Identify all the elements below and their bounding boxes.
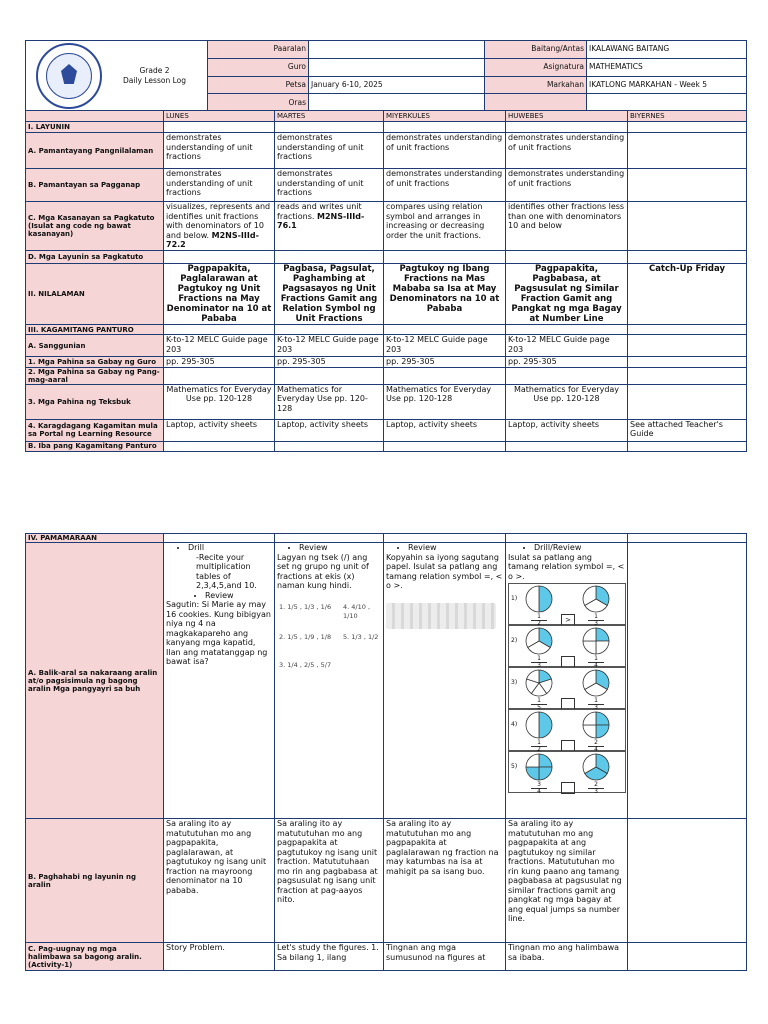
thu-fraction-circles <box>509 668 627 698</box>
cell-ks-mon <box>164 202 275 251</box>
ba-thu-bullet: • Drill/Review <box>534 543 625 553</box>
row-label-pamantayang-pangnilalaman: A. Pamantayang Pangnilalaman <box>26 133 164 169</box>
cell-ph-mon: Sa araling ito ay matututuhan mo ang pagpapakita, paglalarawan, at pagtutukoy ng isang unit fraction na mayroong denominator na 10 pababa. <box>164 819 275 943</box>
cell-ph-tue: Sa araling ito ay matututuhan mo ang pagpapakita at pagtutukoy ng isang unit fraction. Matututuhaan mo rin ang pagbabasa at pagsusulat ng isang unit fraction at pag-aayos nito. <box>275 819 384 943</box>
cell-pp-thu: demonstrates understanding of unit fractions <box>506 133 628 169</box>
thu-left-fraction: 3 4 <box>531 782 547 795</box>
cell-ba-mon <box>164 543 275 819</box>
cell-kk-thu: Laptop, activity sheets <box>506 419 628 441</box>
topic-wed: Pagtukoy ng Ibang Fractions na Mas Mababa sa Isa at May Denominators na 10 at Pababa <box>384 264 506 325</box>
cell-pg-thu: demonstrates understanding of unit fractions <box>506 169 628 202</box>
cell-kk-mon: Laptop, activity sheets <box>164 419 275 441</box>
thu-right-fraction: 2 3 <box>588 782 604 795</box>
ba-wed-bullet: • Review <box>408 543 503 553</box>
ks-mon-text: visualizes, represents and identifies unit fractions with denominators of 10 and below. <box>166 202 271 240</box>
row-label-pag-uugnay: C. Pag-uugnay ng mga halimbawa sa bagong aralin. (Activity-1) <box>26 943 164 971</box>
cell-pg-fri <box>628 169 747 202</box>
thu-right-fraction: 1 4 <box>588 656 604 669</box>
section-pamamaraan: IV. PAMAMARAAN <box>26 534 164 543</box>
thu-right-fraction: 1 3 <box>588 698 604 711</box>
fraction-slice <box>596 641 609 654</box>
row-label-gabay-mag-aaral: 2. Mga Pahina sa Gabay ng Pang-mag-aaral <box>26 367 164 384</box>
ba-mon-bullet1-sub: -Recite your multiplication tables of 2,3,4,5,and 10. <box>196 552 257 590</box>
cell-pg-mon: demonstrates understanding of unit fractions <box>164 169 275 202</box>
ba-mon-bullet1: • Drill <box>188 543 272 553</box>
corner-cell <box>26 111 164 122</box>
cell-ks-tue <box>275 202 384 251</box>
thu-fraction-circles <box>509 710 627 740</box>
fraction-slice <box>539 767 552 780</box>
cell-gg-thu: pp. 295-305 <box>506 357 628 368</box>
ba-wed-body: Kopyahin sa iyong sagutang papel. Isulat sa patlang ang tamang relation symbol =, < o >. <box>386 552 503 590</box>
tue-item-1: 1. 1/5 , 1/3 , 1/6 <box>279 602 332 611</box>
field-label-petsa: Petsa <box>208 76 309 94</box>
row-label-balik-aral: A. Balik-aral sa nakaraang aralin at/o pagsisimula ng bagong aralin Mga pangyayri sa buh <box>26 543 164 819</box>
section-layunin: I. LAYUNIN <box>26 122 164 133</box>
field-value-baitang: IKALAWANG BAITANG <box>587 41 747 59</box>
field-label-oras: Oras <box>208 94 309 112</box>
cell-kk-tue: Laptop, activity sheets <box>275 419 384 441</box>
row-label-karagdagang: 4. Karagdagang Kagamitan mula sa Portal ng Learning Resource <box>26 419 164 441</box>
field-value-empty <box>587 94 747 112</box>
fraction-slice <box>526 712 539 738</box>
field-label-asignatura: Asignatura <box>485 58 587 76</box>
fraction-slice <box>583 628 596 641</box>
wed-blurred-image <box>386 603 496 629</box>
cell-sg-mon: K-to-12 MELC Guide page 203 <box>164 335 275 357</box>
ks-mon-code: M2NS-IIId-72.2 <box>166 230 259 249</box>
field-label-baitang: Baitang/Antas <box>485 41 587 59</box>
cell-sg-tue: K-to-12 MELC Guide page 203 <box>275 335 384 357</box>
topic-tue: Pagbasa, Pagsulat, Paghambing at Pagsasayos ng Unit Fractions Gamit ang Relation Symbol ng Unit Fractions <box>275 264 384 325</box>
tue-item-2: 2. 1/5 , 1/9 , 1/8 <box>279 632 332 641</box>
fraction-slice <box>596 712 609 725</box>
cell-ph-wed: Sa araling ito ay matututuhan mo ang pagpapakita at paglalarawan ng fraction na may katumbas na isa at mahigit pa sa isang buo. <box>384 819 506 943</box>
ks-tue-code: M2NS-IIId-76.1 <box>277 211 365 230</box>
cell-pu-thu: Tingnan mo ang halimbawa sa ibaba. <box>506 943 628 971</box>
ba-tue-body: Lagyan ng tsek (/) ang set ng grupo ng unit of fractions at ekis (x) naman kung hindi. <box>277 552 369 590</box>
thu-item-number: 5) <box>511 763 518 770</box>
cell-tb-tue: Mathematics for Everyday Use pp. 120-128 <box>275 384 384 419</box>
thu-compare-row <box>508 709 626 751</box>
fraction-slice <box>526 754 539 767</box>
thu-symbol-box[interactable]: > <box>561 614 575 626</box>
cell-gg-wed: pp. 295-305 <box>384 357 506 368</box>
thu-fraction-circles <box>509 584 627 614</box>
ba-tue-items <box>277 597 381 687</box>
fraction-slice <box>596 628 609 641</box>
thu-fraction-figures <box>508 583 625 795</box>
row-label-paghahabi: B. Paghahabi ng layunin ng aralin <box>26 819 164 943</box>
cell-gg-mon: pp. 295-305 <box>164 357 275 368</box>
tue-item-4: 4. 4/10 , 1/10 <box>343 602 371 620</box>
thu-left-fraction: 1 3 <box>531 656 547 669</box>
fraction-slice <box>583 641 596 654</box>
field-value-guro <box>309 58 485 76</box>
procedure-table <box>25 533 747 971</box>
cell-pu-wed: Tingnan ang mga sumusunod na figures at <box>384 943 506 971</box>
fraction-slice <box>526 586 539 612</box>
row-label-pamantayan-pagganap: B. Pamantayan sa Pagganap <box>26 169 164 202</box>
school-logo-cell <box>26 41 208 112</box>
topic-thu: Pagpapakita, Pagbabasa, at Pagsusulat ng Similar Fraction Gamit ang Pangkat ng mga Bagay at Number Line <box>506 264 628 325</box>
row-label-kasanayan: C. Mga Kasanayan sa Pagkatuto (Isulat ang code ng bawat kasanayan) <box>26 202 164 251</box>
day-header-lunes: LUNES <box>164 111 275 122</box>
ks-tue-text: reads and writes unit fractions. <box>277 202 362 221</box>
lesson-plan-table <box>25 110 747 452</box>
thu-compare-row <box>508 751 626 793</box>
cell-pu-mon: Story Problem. <box>164 943 275 971</box>
field-label-paaralan: Paaralan <box>208 41 309 59</box>
cell-gg-fri <box>628 357 747 368</box>
cell-tb-fri <box>628 384 747 419</box>
cell-kk-fri: See attached Teacher's Guide <box>628 419 747 441</box>
header-table <box>25 40 747 112</box>
cell-pg-tue: demonstrates understanding of unit fractions <box>275 169 384 202</box>
cell-ks-wed: compares using relation symbol and arranges in increasing or decreasing order the unit fractions. <box>384 202 506 251</box>
section-nilalaman: II. NILALAMAN <box>26 264 164 325</box>
cell-kk-wed: Laptop, activity sheets <box>384 419 506 441</box>
day-header-huwebes: HUWEBES <box>506 111 628 122</box>
cell-pp-wed: demonstrates understanding of unit fractions <box>384 133 506 169</box>
fraction-slice <box>526 767 539 780</box>
field-value-petsa: January 6-10, 2025 <box>309 76 485 94</box>
ba-mon-bullet2: • Review <box>174 591 272 601</box>
cell-pp-fri <box>628 133 747 169</box>
cell-tb-mon: Mathematics for Everyday Use pp. 120-128 <box>164 384 275 419</box>
thu-symbol-box[interactable] <box>561 782 575 794</box>
row-label-layunin-pagkatuto: D. Mga Layunin sa Pagkatuto <box>26 251 164 264</box>
thu-item-number: 3) <box>511 679 518 686</box>
thu-item-number: 4) <box>511 721 518 728</box>
thu-left-fraction: 1 2 <box>531 740 547 753</box>
fraction-slice <box>539 712 552 738</box>
thu-item-number: 2) <box>511 637 518 644</box>
day-header-martes: MARTES <box>275 111 384 122</box>
cell-ks-thu: identifies other fractions less than one with denominators 10 and below <box>506 202 628 251</box>
thu-item-number: 1) <box>511 595 518 602</box>
thu-fraction-circles <box>509 626 627 656</box>
cell-sg-wed: K-to-12 MELC Guide page 203 <box>384 335 506 357</box>
log-title: Daily Lesson Log <box>123 76 186 85</box>
cell-pp-tue: demonstrates understanding of unit fractions <box>275 133 384 169</box>
field-value-paaralan <box>309 41 485 59</box>
thu-fraction-circles <box>509 752 627 782</box>
cell-sg-thu: K-to-12 MELC Guide page 203 <box>506 335 628 357</box>
cell-ba-tue <box>275 543 384 819</box>
ba-thu-body: Isulat sa patlang ang tamang relation symbol =, < o >. <box>508 552 625 581</box>
cell-tb-wed: Mathematics for Everyday Use pp. 120-128 <box>384 384 506 419</box>
ba-tue-bullet: • Review <box>299 543 381 553</box>
cell-ks-fri <box>628 202 747 251</box>
cell-ph-fri <box>628 819 747 943</box>
thu-compare-row <box>508 667 626 709</box>
thu-right-fraction: 2 4 <box>588 740 604 753</box>
row-label-teksbuk: 3. Mga Pahina ng Teksbuk <box>26 384 164 419</box>
cell-ph-thu: Sa araling ito ay matututuhan mo ang pagpapakita at ang pagtutukoy ng similar fractions. Matututuhan mo rin kung paano ang tamang pagbabasa at pagsusulat ng similar fractions gamit ang pangkat ng mga bagay at ang equal jumps sa number line. <box>506 819 628 943</box>
fraction-slice <box>539 754 552 767</box>
field-value-asignatura: MATHEMATICS <box>587 58 747 76</box>
row-label-sanggunian: A. Sanggunian <box>26 335 164 357</box>
grade-label: Grade 2 <box>139 66 170 75</box>
cell-ba-wed <box>384 543 506 819</box>
row-label-gabay-guro: 1. Mga Pahina sa Gabay ng Guro <box>26 357 164 368</box>
fraction-slice <box>539 586 552 612</box>
ba-mon-body: Sagutin: Si Marie ay may 16 cookies. Kung bibigyan niya ng 4 na magkakapareho ang kanyang mga kapatid, Ilan ang matatanggap ng bawat isa? <box>166 600 271 666</box>
cell-gg-tue: pp. 295-305 <box>275 357 384 368</box>
fraction-slice <box>583 725 596 738</box>
row-label-iba-pang: B. Iba pang Kagamitang Panturo <box>26 441 164 451</box>
cell-tb-thu: Mathematics for Everyday Use pp. 120-128 <box>506 384 628 419</box>
field-label-guro: Guro <box>208 58 309 76</box>
day-header-biyernes: BIYERNES <box>628 111 747 122</box>
cell-pu-fri <box>628 943 747 971</box>
thu-right-fraction: 1 3 <box>588 614 604 627</box>
fraction-slice <box>596 725 609 738</box>
cell-sg-fri <box>628 335 747 357</box>
tue-item-5: 5. 1/3 , 1/2 <box>343 632 379 641</box>
day-header-miyerkules: MIYERKULES <box>384 111 506 122</box>
field-label-markahan: Markahan <box>485 76 587 94</box>
cell-pg-wed: demonstrates understanding of unit fractions <box>384 169 506 202</box>
thu-compare-row <box>508 583 626 625</box>
section-kagamitan: III. KAGAMITANG PANTURO <box>26 325 164 335</box>
cell-ba-fri <box>628 543 747 819</box>
field-value-oras <box>309 94 485 112</box>
tue-item-3: 3. 1/4 , 2/5 , 5/7 <box>279 660 332 669</box>
thu-compare-row <box>508 625 626 667</box>
field-value-markahan: IKATLONG MARKAHAN - Week 5 <box>587 76 747 94</box>
thu-left-fraction: 1 5 <box>531 698 547 711</box>
cell-pu-tue: Let's study the figures. 1. Sa bilang 1, ilang <box>275 943 384 971</box>
deped-seal <box>36 43 102 109</box>
topic-mon: Pagpapakita, Paglalarawan at Pagtukoy ng Unit Fractions na May Denominator na 10 at Pababa <box>164 264 275 325</box>
thu-left-fraction: 1 2 <box>531 614 547 627</box>
topic-fri: Catch-Up Friday <box>628 264 747 325</box>
cell-pp-mon: demonstrates understanding of unit fractions <box>164 133 275 169</box>
cell-ba-thu <box>506 543 628 819</box>
field-label-empty <box>485 94 587 112</box>
fraction-slice <box>583 712 596 725</box>
